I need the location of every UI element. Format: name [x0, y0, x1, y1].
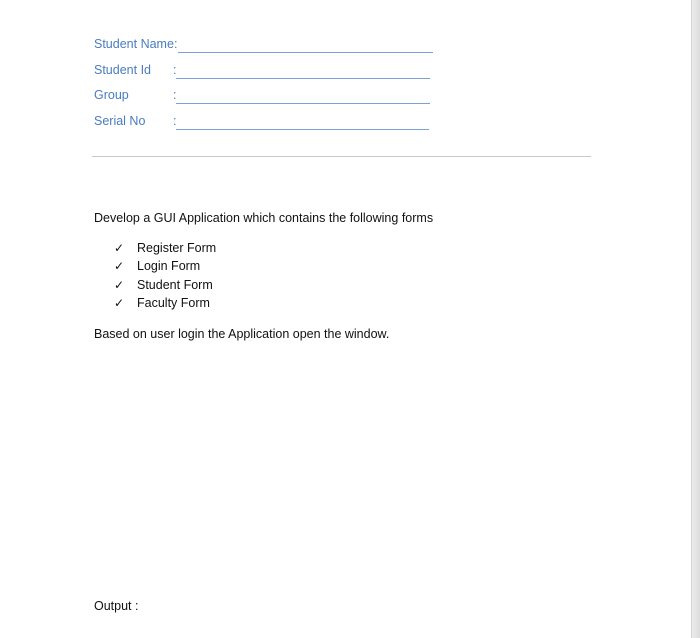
- group-line[interactable]: [176, 103, 430, 104]
- list-item: [114, 241, 216, 259]
- student-name-line[interactable]: [178, 52, 433, 53]
- serial-no-colon: :: [173, 114, 177, 128]
- list-item-label: Register Form: [137, 241, 217, 255]
- student-id-colon: :: [173, 63, 177, 77]
- serial-no-line[interactable]: [176, 129, 429, 130]
- list-item: [114, 259, 216, 277]
- note-text: Based on user login the Application open the window.: [94, 327, 390, 341]
- list-item-label: Faculty Form: [137, 295, 210, 310]
- check-icon: ✓: [114, 259, 125, 274]
- group-field[interactable]: [94, 88, 434, 106]
- group-colon: :: [173, 88, 177, 102]
- student-name-label: Student Name: [94, 37, 174, 51]
- student-name-field[interactable]: [94, 37, 434, 55]
- student-id-field[interactable]: [94, 63, 434, 81]
- serial-no-label: Serial No: [94, 114, 146, 128]
- list-item-label: Login Form: [137, 259, 201, 274]
- forms-checklist: [114, 241, 216, 314]
- check-icon: ✓: [114, 241, 125, 255]
- page-edge: [691, 0, 700, 638]
- student-name-colon: :: [174, 37, 178, 51]
- section-divider: [92, 156, 591, 157]
- list-item-label: Student Form: [137, 277, 213, 292]
- check-icon: ✓: [114, 277, 125, 292]
- student-id-label: Student Id: [94, 63, 151, 77]
- group-label: Group: [94, 88, 129, 102]
- output-label: Output :: [94, 599, 139, 613]
- serial-no-field[interactable]: [94, 114, 434, 132]
- list-item: [114, 278, 216, 296]
- intro-text: Develop a GUI Application which contains the following forms: [94, 211, 434, 225]
- check-icon: ✓: [114, 295, 125, 310]
- list-item: [114, 296, 216, 314]
- student-id-line[interactable]: [176, 78, 430, 79]
